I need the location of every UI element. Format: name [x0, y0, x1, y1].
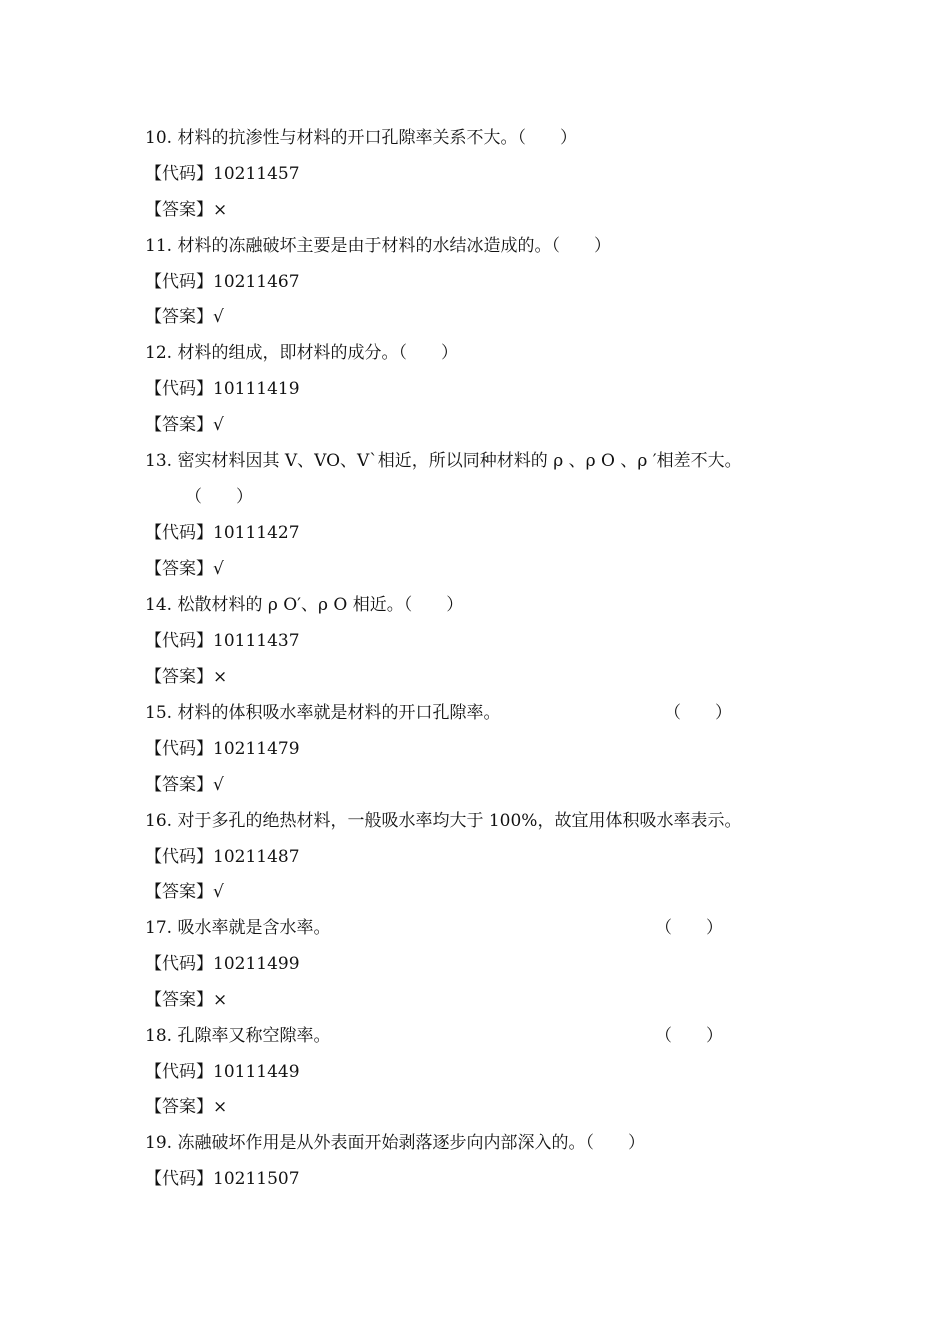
answer-18: 【答案】×: [145, 1097, 228, 1117]
question-13-continuation: （ ）: [185, 487, 253, 507]
answer-parentheses-18: （ ）: [655, 1026, 723, 1046]
code-14: 【代码】10111437: [145, 631, 300, 651]
answer-10: 【答案】×: [145, 200, 228, 220]
answer-15: 【答案】√: [145, 775, 224, 795]
answer-parentheses-17: （ ）: [655, 918, 723, 938]
question-19: 19. 冻融破坏作用是从外表面开始剥落逐步向内部深入的。（ ）: [145, 1133, 645, 1153]
question-17: 17. 吸水率就是含水率。: [145, 918, 331, 938]
answer-16: 【答案】√: [145, 882, 224, 902]
answer-parentheses-15: （ ）: [664, 703, 732, 723]
code-11: 【代码】10211467: [145, 272, 300, 292]
code-16: 【代码】10211487: [145, 847, 300, 867]
answer-13: 【答案】√: [145, 559, 224, 579]
answer-17: 【答案】×: [145, 990, 228, 1010]
question-15: 15. 材料的体积吸水率就是材料的开口孔隙率。: [145, 703, 501, 723]
question-14: 14. 松散材料的 ρ O′、ρ O 相近。（ ）: [145, 595, 464, 615]
question-16: 16. 对于多孔的绝热材料，一般吸水率均大于 100%，故宜用体积吸水率表示。: [145, 811, 742, 831]
code-18: 【代码】10111449: [145, 1062, 300, 1082]
code-10: 【代码】10211457: [145, 164, 300, 184]
question-12: 12. 材料的组成，即材料的成分。（ ）: [145, 343, 458, 363]
code-15: 【代码】10211479: [145, 739, 300, 759]
question-13: 13. 密实材料因其 V、VO、V`相近，所以同种材料的 ρ 、ρ O 、ρ ′相差不大。: [145, 451, 742, 471]
answer-11: 【答案】√: [145, 307, 224, 327]
code-12: 【代码】10111419: [145, 379, 300, 399]
answer-12: 【答案】√: [145, 415, 224, 435]
code-19: 【代码】10211507: [145, 1169, 300, 1189]
question-11: 11. 材料的冻融破坏主要是由于材料的水结冰造成的。（ ）: [145, 236, 611, 256]
code-17: 【代码】10211499: [145, 954, 300, 974]
question-18: 18. 孔隙率又称空隙率。: [145, 1026, 331, 1046]
code-13: 【代码】10111427: [145, 523, 300, 543]
question-10: 10. 材料的抗渗性与材料的开口孔隙率关系不大。（ ）: [145, 128, 577, 148]
answer-14: 【答案】×: [145, 667, 228, 687]
